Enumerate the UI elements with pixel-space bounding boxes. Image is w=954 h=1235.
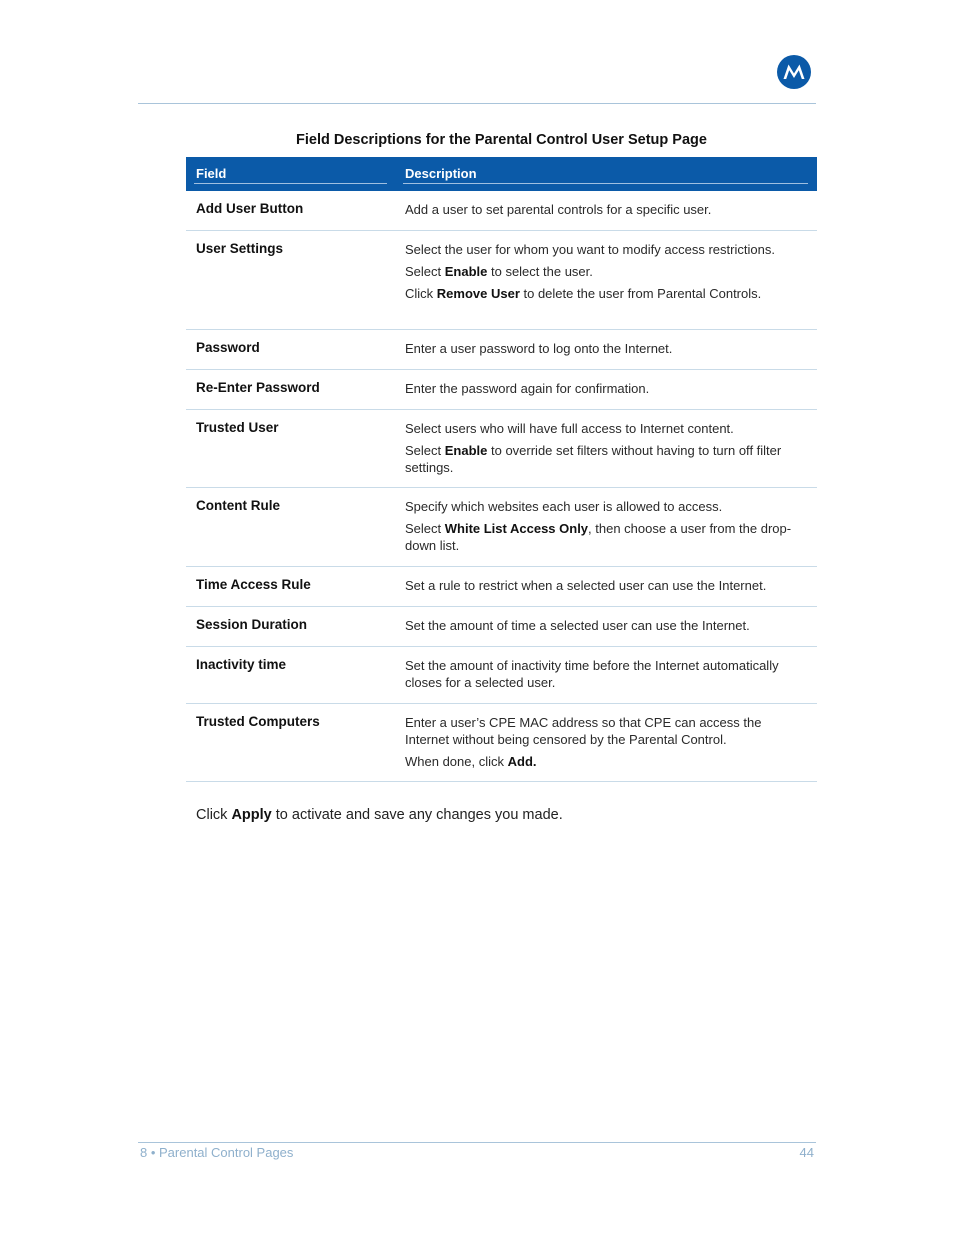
description-text: Click (405, 286, 437, 301)
description-text: Enter a user’s CPE MAC address so that CPE can access the Internet without being censored by the Parental Control. (405, 715, 762, 747)
field-description (405, 577, 805, 599)
field-name: Time Access Rule (196, 577, 311, 592)
field-name: Content Rule (196, 498, 280, 513)
header-field: Field (196, 166, 227, 181)
description-paragraph (405, 520, 805, 554)
description-text: to select the user. (487, 264, 593, 279)
header-description: Description (405, 166, 477, 181)
description-paragraph (405, 263, 805, 280)
description-paragraph (405, 577, 805, 594)
description-text: Select the user for whom you want to modify access restrictions. (405, 242, 775, 257)
field-description (405, 498, 805, 559)
description-text: Set the amount of inactivity time before the Internet automatically closes for a selected user. (405, 658, 779, 690)
description-text: Specify which websites each user is allowed to access. (405, 499, 723, 514)
table-row (186, 647, 817, 704)
description-text: Set the amount of time a selected user can use the Internet. (405, 618, 750, 633)
field-name: Re-Enter Password (196, 380, 320, 395)
description-paragraph (405, 241, 805, 258)
field-name: Inactivity time (196, 657, 287, 672)
description-paragraph (405, 340, 805, 357)
header-underline (194, 183, 387, 184)
table-row (186, 191, 817, 231)
description-text: Select users who will have full access to Internet content. (405, 421, 734, 436)
table-title: Field Descriptions for the Parental Control User Setup Page (296, 132, 707, 148)
field-description (405, 657, 805, 696)
emphasis-term: Remove User (436, 286, 520, 301)
description-paragraph (405, 714, 805, 748)
field-descriptions-table (186, 157, 817, 782)
field-name: Session Duration (196, 617, 308, 632)
description-text: Select (405, 443, 445, 458)
description-text: Add a user to set parental controls for a specific user. (405, 202, 712, 217)
header-divider (138, 103, 816, 104)
table-header (186, 157, 817, 191)
table-row (186, 567, 817, 607)
table-row (186, 370, 817, 410)
footer-divider (138, 1142, 816, 1143)
table-row (186, 330, 817, 370)
description-paragraph (405, 420, 805, 437)
description-text: Enter the password again for confirmation. (405, 381, 650, 396)
description-text: Select (405, 264, 445, 279)
emphasis-term: Enable (444, 264, 488, 279)
field-name: Trusted User (196, 420, 279, 435)
field-description (405, 420, 805, 481)
header-underline (403, 183, 808, 184)
apply-note-text: to activate and save any changes you made. (271, 807, 563, 823)
description-text: Select (405, 521, 445, 536)
apply-keyword: Apply (231, 807, 272, 823)
field-description (405, 380, 805, 402)
apply-note-text: Click (196, 807, 232, 823)
description-paragraph (405, 498, 805, 515)
table-row (186, 231, 817, 330)
field-description (405, 617, 805, 639)
table-body (186, 191, 817, 782)
footer-chapter: 8 • Parental Control Pages (140, 1145, 294, 1160)
apply-instruction (196, 807, 563, 823)
field-name: Add User Button (196, 201, 304, 216)
description-text: When done, click (405, 754, 508, 769)
footer-page-number: 44 (799, 1145, 814, 1160)
emphasis-term: White List Access Only (444, 521, 589, 536)
description-paragraph (405, 201, 805, 218)
motorola-logo-icon (777, 55, 811, 89)
description-paragraph (405, 657, 805, 691)
field-name: Trusted Computers (196, 714, 320, 729)
description-text: , then choose a user from the drop-down list. (405, 521, 792, 553)
description-paragraph (405, 285, 805, 302)
table-row (186, 410, 817, 488)
description-text: Enter a user password to log onto the Internet. (405, 341, 673, 356)
description-text: to override set filters without having to turn off filter settings. (405, 443, 782, 475)
table-row (186, 704, 817, 782)
field-name: Password (196, 340, 260, 355)
description-text: Set a rule to restrict when a selected user can use the Internet. (405, 578, 767, 593)
description-paragraph (405, 380, 805, 397)
emphasis-term: Add. (507, 754, 537, 769)
field-description (405, 241, 805, 307)
field-description (405, 714, 805, 775)
description-paragraph (405, 617, 805, 634)
emphasis-term: Enable (444, 443, 488, 458)
table-row (186, 488, 817, 567)
field-name: User Settings (196, 241, 284, 256)
field-description (405, 340, 805, 362)
description-paragraph (405, 442, 805, 476)
description-text: to delete the user from Parental Controls. (519, 286, 762, 301)
description-paragraph (405, 753, 805, 770)
table-row (186, 607, 817, 647)
field-description (405, 201, 805, 223)
